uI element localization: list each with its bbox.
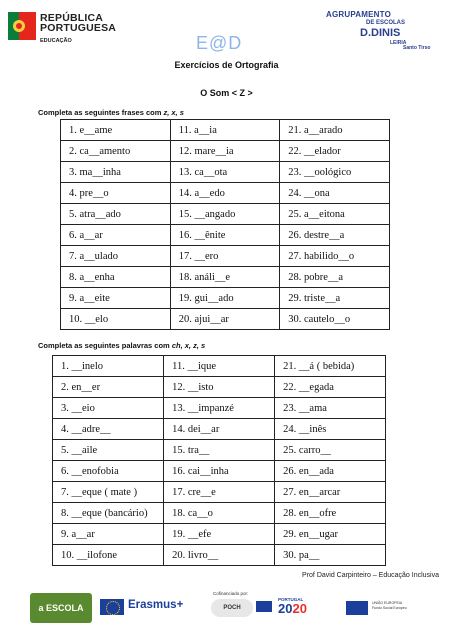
erasmus-logo: Erasmus+ bbox=[128, 599, 184, 611]
portugal2020-number-b: 20 bbox=[292, 601, 307, 616]
agrupamento-logo bbox=[320, 10, 445, 52]
exercise-item: 8. a__enha bbox=[61, 267, 171, 288]
section2-instruction-text: Completa as seguintes palavras com bbox=[38, 341, 172, 350]
exercise-item: 13. __impanzé bbox=[164, 398, 275, 419]
exercise-item: 2. ca__amento bbox=[61, 141, 171, 162]
gov-ministry: EDUCAÇÃO bbox=[40, 38, 72, 44]
table-row bbox=[61, 225, 390, 246]
exercise-item: 8. __eque (bancário) bbox=[53, 503, 164, 524]
exercise-item: 11. a__ia bbox=[170, 120, 280, 141]
gov-name-line2: PORTUGUESA bbox=[40, 22, 117, 34]
republica-portuguesa-logo bbox=[8, 10, 138, 50]
portugal2020-number bbox=[278, 602, 307, 615]
portugal2020-top: PORTUGAL bbox=[278, 597, 304, 602]
exercise-item: 12. mare__ia bbox=[170, 141, 280, 162]
exercise-item: 11. __ique bbox=[164, 356, 275, 377]
exercise-item: 14. dei__ar bbox=[164, 419, 275, 440]
exercise-item: 3. ma__inha bbox=[61, 162, 171, 183]
exercise-item: 20. livro__ bbox=[164, 545, 275, 566]
table-row bbox=[61, 309, 390, 330]
table-row bbox=[61, 288, 390, 309]
exercise-item: 20. ajui__ar bbox=[170, 309, 280, 330]
table-row bbox=[53, 461, 386, 482]
table-row bbox=[61, 267, 390, 288]
escola-logo: a ESCOLA bbox=[30, 593, 92, 623]
exercise-item: 24. __ona bbox=[280, 183, 390, 204]
exercise-item: 9. a__eite bbox=[61, 288, 171, 309]
exercise-item: 27. habilido__o bbox=[280, 246, 390, 267]
exercise-item: 19. gui__ado bbox=[170, 288, 280, 309]
exercise-item: 23. __oológico bbox=[280, 162, 390, 183]
section1-instruction bbox=[38, 108, 184, 117]
page-subtitle: O Som < Z > bbox=[200, 88, 253, 98]
section2-letters: ch, x, z, s bbox=[171, 341, 206, 350]
exercise-item: 17. cre__e bbox=[164, 482, 275, 503]
author-credit: Prof David Carpinteiro – Educação Inclusiva bbox=[302, 572, 439, 579]
table-row bbox=[53, 419, 386, 440]
exercise-item: 1. __inelo bbox=[53, 356, 164, 377]
exercise-item: 21. __á ( bebida) bbox=[275, 356, 386, 377]
exercise-item: 16. cai__inha bbox=[164, 461, 275, 482]
eu-flag-small-icon bbox=[256, 601, 272, 612]
exercise-item: 21. a__arado bbox=[280, 120, 390, 141]
section2-instruction bbox=[38, 341, 205, 350]
page-title: Exercícios de Ortografia bbox=[174, 60, 279, 70]
exercise-item: 6. a__ar bbox=[61, 225, 171, 246]
exercise-item: 28. en__ofre bbox=[275, 503, 386, 524]
eu-flag-icon bbox=[100, 599, 124, 615]
exercise-item: 22. __egada bbox=[275, 377, 386, 398]
exercise-item: 29. en__ugar bbox=[275, 524, 386, 545]
exercise-item: 24. __inês bbox=[275, 419, 386, 440]
portugal-flag-icon bbox=[8, 12, 36, 40]
table-row bbox=[61, 120, 390, 141]
ead-logo: E@D bbox=[196, 33, 243, 53]
exercise-item: 26. destre__a bbox=[280, 225, 390, 246]
agr-line4: LEIRIA bbox=[390, 40, 407, 46]
table-row bbox=[61, 141, 390, 162]
exercise-item: 16. __ênite bbox=[170, 225, 280, 246]
exercise-item: 5. atra__ado bbox=[61, 204, 171, 225]
agr-line1: AGRUPAMENTO bbox=[326, 10, 392, 19]
exercise-item: 30. cautelo__o bbox=[280, 309, 390, 330]
exercise-item: 5. __aile bbox=[53, 440, 164, 461]
cofinanciado-label: Cofinanciado por: bbox=[213, 591, 249, 596]
exercise-item: 25. carro__ bbox=[275, 440, 386, 461]
exercise-item: 26. en__ada bbox=[275, 461, 386, 482]
exercise-item: 18. análi__e bbox=[170, 267, 280, 288]
gov-name-line1: REPÚBLICA bbox=[40, 12, 104, 24]
exercise-item: 6. __enofobia bbox=[53, 461, 164, 482]
exercise-item: 27. en__arcar bbox=[275, 482, 386, 503]
exercise-item: 2. en__er bbox=[53, 377, 164, 398]
exercise-item: 22. __elador bbox=[280, 141, 390, 162]
exercise-item: 3. __eio bbox=[53, 398, 164, 419]
exercise-item: 23. __ama bbox=[275, 398, 386, 419]
exercise-item: 29. triste__a bbox=[280, 288, 390, 309]
exercise-item: 19. __efe bbox=[164, 524, 275, 545]
exercise-item: 12. __isto bbox=[164, 377, 275, 398]
section2-table bbox=[52, 355, 386, 566]
ue-fse-label: UNIÃO EUROPEIA Fundo Social Europeu bbox=[372, 601, 407, 610]
table-row bbox=[53, 503, 386, 524]
exercise-item: 15. tra__ bbox=[164, 440, 275, 461]
exercise-item: 25. a__eitona bbox=[280, 204, 390, 225]
table-row bbox=[53, 398, 386, 419]
exercise-item: 15. __angado bbox=[170, 204, 280, 225]
table-row bbox=[61, 183, 390, 204]
portugal2020-number-a: 20 bbox=[278, 601, 293, 616]
table-row bbox=[53, 440, 386, 461]
poch-logo: POCH bbox=[211, 599, 253, 617]
portugal2020-logo bbox=[278, 597, 307, 615]
exercise-item: 9. a__ar bbox=[53, 524, 164, 545]
exercise-item: 10. __elo bbox=[61, 309, 171, 330]
ue-flag-icon bbox=[346, 601, 368, 615]
exercise-item: 17. __ero bbox=[170, 246, 280, 267]
exercise-item: 13. ca__ota bbox=[170, 162, 280, 183]
exercise-item: 18. ca__o bbox=[164, 503, 275, 524]
exercise-item: 14. a__edo bbox=[170, 183, 280, 204]
section1-instruction-text: Completa as seguintes frases com bbox=[38, 108, 164, 117]
section1-table bbox=[60, 119, 390, 330]
exercise-item: 1. e__ame bbox=[61, 120, 171, 141]
sponsor-logos bbox=[0, 585, 453, 635]
table-row bbox=[53, 524, 386, 545]
table-row bbox=[61, 162, 390, 183]
agr-line2: DE ESCOLAS bbox=[366, 20, 406, 26]
exercise-item: 10. __ilofone bbox=[53, 545, 164, 566]
table-row bbox=[53, 377, 386, 398]
agr-line5: Santo Tirso bbox=[403, 45, 431, 51]
exercise-item: 28. pobre__a bbox=[280, 267, 390, 288]
exercise-item: 4. __adre__ bbox=[53, 419, 164, 440]
agr-line3: D.DINIS bbox=[360, 27, 401, 39]
table-row bbox=[61, 204, 390, 225]
table-row bbox=[53, 356, 386, 377]
exercise-item: 30. pa__ bbox=[275, 545, 386, 566]
exercise-item: 7. __eque ( mate ) bbox=[53, 482, 164, 503]
header bbox=[0, 0, 453, 58]
table-row bbox=[53, 482, 386, 503]
table-row bbox=[61, 246, 390, 267]
table-row bbox=[53, 545, 386, 566]
exercise-item: 4. pre__o bbox=[61, 183, 171, 204]
exercise-item: 7. a__ulado bbox=[61, 246, 171, 267]
section1-letters: z, x, s bbox=[163, 108, 184, 117]
